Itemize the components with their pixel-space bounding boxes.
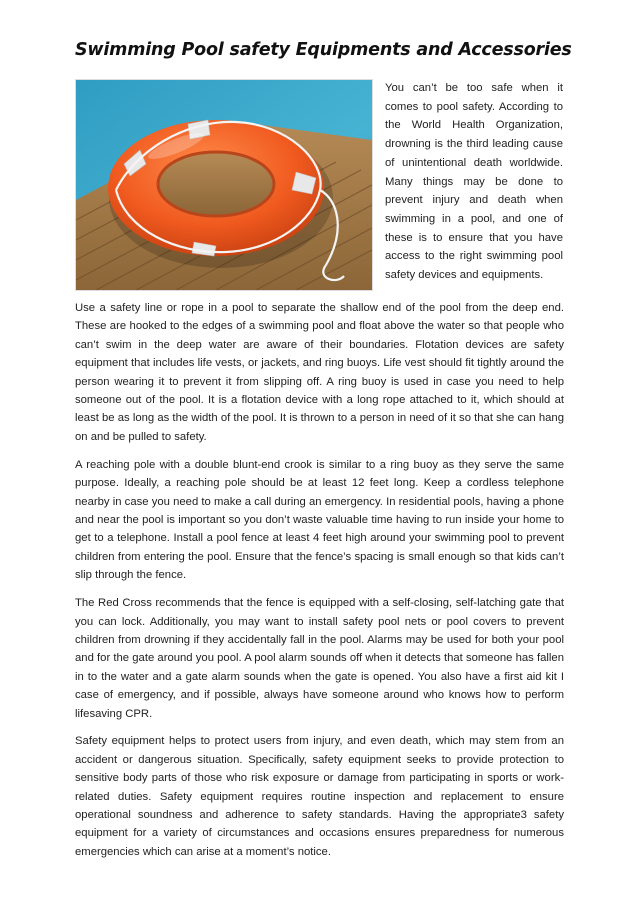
life-ring-photo	[76, 80, 372, 290]
paragraph: Use a safety line or rope in a pool to separate the shallow end of the pool from the deep end. These are hooked to the edges of a swimming pool and float above the water so that people who can’t swim in the deep water are aware of their boundaries. Flotation devices are safety equipment that includes life vests, or jackets, and ring buoys. Life vest should fit tightly around the person wearing it to prevent it from slipping off. A ring buoy is used in case you need to help someone out of the pool. It is a flotation device with a long rope attached to it, which should at least be as long as the width of the pool. It is thrown to a person in need of it so that she can hang on and be pulled to safety.	[75, 302, 564, 443]
paragraph: A reaching pole with a double blunt-end crook is similar to a ring buoy as they serve the same purpose. Ideally, a reaching pole should be at least 12 feet long. Keep a cordless telephone nearby in case you need to make a call during an emergency. In residential pools, having a phone and near the pool is important so you don’t waste valuable time having to run inside your home to get to a telephone. Install a pool fence at least 4 feet high around your swimming pool to prevent children from entering the pool. Ensure that the fence’s spacing is small enough so that kids can’t slip through the fence.	[75, 458, 564, 582]
intro-paragraph: You can’t be too safe when it comes to pool safety. According to the World Health Organization, drowning is the third leading cause of unintentional death worldwide. Many things may be done to prevent injury and death when swimming in a pool, and one of these is to ensure that you have access to the right swimming pool safety devices and equipments.	[385, 82, 563, 282]
body-text	[75, 299, 564, 871]
paragraph: Safety equipment helps to protect users from injury, and even death, which may stem from an accident or dangerous situation. Specifically, safety equipment seeks to provide protection to sensitive body parts of those who risk exposure or damage from participating in sports or work-related duties. Safety equipment requires routine inspection and replacement to ensure operational soundness and adherence to safety standards. Having the appropriate3 safety equipment for a variety of circumstances and occasions ensures preparedness for numerous emergencies which can arise at a moment’s notice.	[75, 735, 564, 858]
paragraph: The Red Cross recommends that the fence is equipped with a self-closing, self-latching gate that you can lock. Additionally, you may want to install safety pool nets or pool covers to prevent children from drowning if they accidentally fall in the pool. Alarms may be used for both your pool and for the gate around you pool. A pool alarm sounds off when it detects that someone has fallen in to the water and a gate alarm sounds when the gate is opened. You also have a first aid kit I case of emergency, and if possible, always have someone around who knows how to perform lifesaving CPR.	[75, 597, 564, 720]
document-title: Swimming Pool safety Equipments and Accessories	[75, 40, 572, 60]
